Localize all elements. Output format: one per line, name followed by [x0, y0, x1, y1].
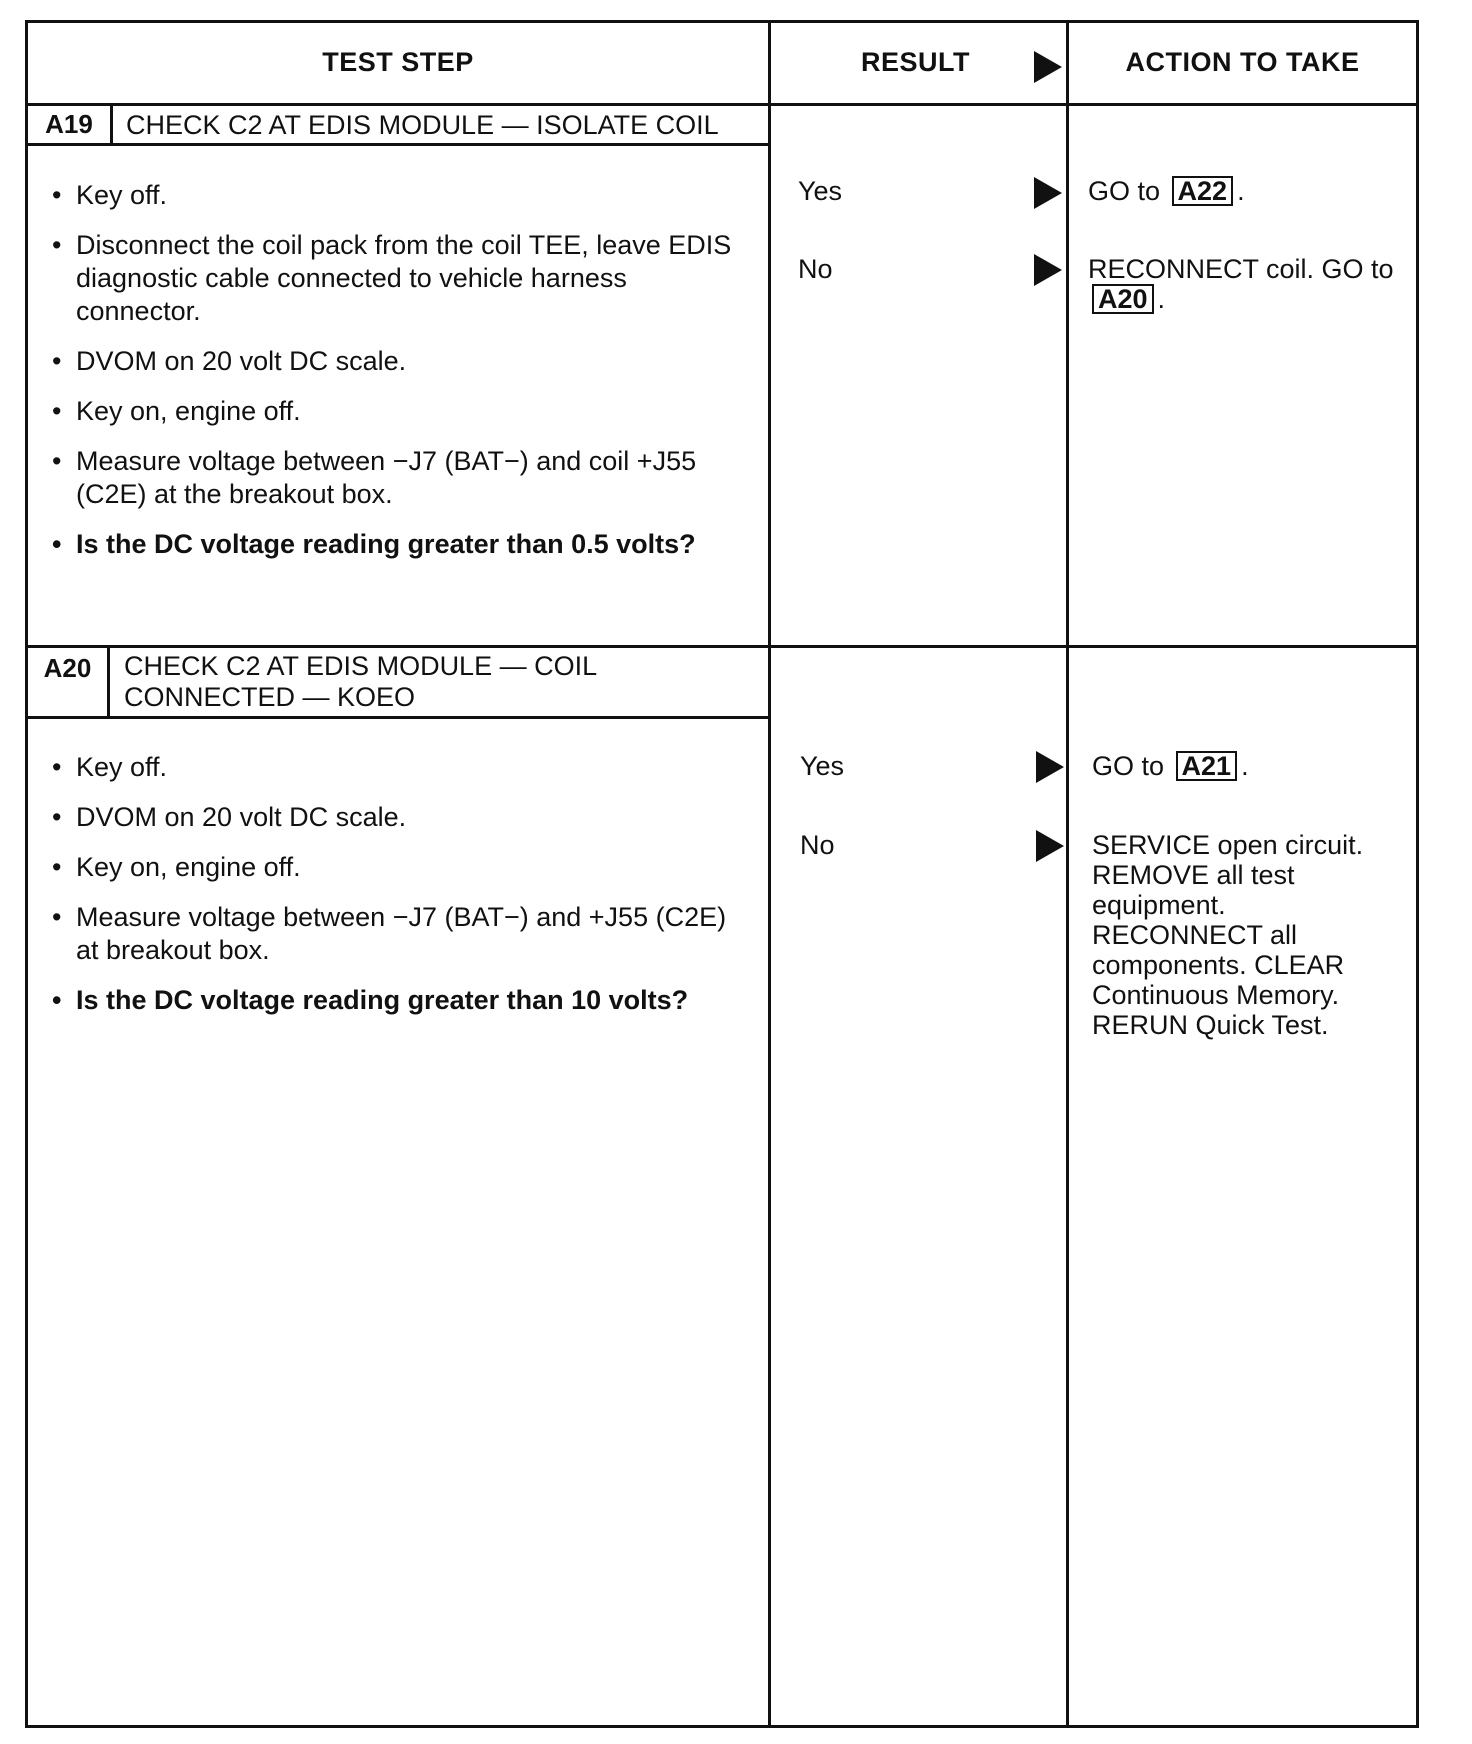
step-a19-result-no: No: [798, 254, 833, 284]
step-a19-action-no: [1088, 254, 1398, 314]
step-a20-action-yes: [1092, 751, 1392, 781]
list-item: • Key on, engine off.: [50, 395, 740, 428]
list-item-question: • Is the DC voltage reading greater than 10 volts?: [50, 984, 740, 1017]
column-divider-result-action: [1066, 20, 1069, 1728]
action-text: RECONNECT coil. GO to: [1088, 254, 1394, 284]
step-reference-link[interactable]: A22: [1172, 176, 1234, 206]
list-item-question: • Is the DC voltage reading greater than 0.5 volts?: [50, 528, 740, 561]
step-a20-title: [124, 651, 764, 713]
list-item: • Measure voltage between −J7 (BAT−) and +J55 (C2E) at breakout box.: [50, 901, 740, 967]
step-a19-id: A19: [45, 109, 93, 139]
step-reference-link[interactable]: A21: [1176, 751, 1238, 781]
header-arrow-icon: [1034, 51, 1062, 83]
column-divider-test-result: [768, 20, 771, 1728]
step-a19-yes-arrow-icon: [1034, 177, 1062, 209]
step-a20-no-arrow-icon: [1036, 830, 1064, 862]
step-divider: [25, 645, 1419, 648]
step-a20-title-line1: CHECK C2 AT EDIS MODULE — COIL: [124, 651, 598, 681]
step-a19-bullet-list: [50, 179, 740, 578]
action-text-end: .: [1241, 751, 1249, 781]
action-text: GO to: [1088, 176, 1161, 206]
step-a20-title-line2: CONNECTED — KOEO: [124, 682, 416, 712]
step-a19-result-yes: Yes: [798, 176, 843, 206]
header-test-step: TEST STEP: [322, 46, 474, 77]
step-a19-action-yes: [1088, 176, 1388, 206]
step-a20-result-no: No: [800, 830, 835, 860]
header-action: ACTION TO TAKE: [1125, 46, 1360, 77]
list-item: • DVOM on 20 volt DC scale.: [50, 801, 740, 834]
list-item: • Disconnect the coil pack from the coil TEE, leave EDIS diagnostic cable connected to vehicle harness connector.: [50, 229, 740, 328]
step-a19-title-divider: [25, 143, 771, 146]
action-text-end: .: [1157, 284, 1166, 314]
action-text-end: .: [1237, 176, 1245, 206]
step-a20-bullet-list: [50, 751, 740, 1034]
list-item: • Key off.: [50, 179, 740, 212]
step-a20-id-divider: [107, 645, 110, 718]
list-item: • Key off.: [50, 751, 740, 784]
step-a19-title: CHECK C2 AT EDIS MODULE — ISOLATE COIL: [126, 110, 719, 140]
step-a20-id: A20: [43, 652, 92, 683]
list-item: • Measure voltage between −J7 (BAT−) and coil +J55 (C2E) at the breakout box.: [50, 445, 740, 511]
list-item: • Key on, engine off.: [50, 851, 740, 884]
step-a19-no-arrow-icon: [1034, 254, 1062, 286]
step-a20-result-yes: Yes: [800, 751, 845, 781]
header-result: RESULT: [861, 46, 970, 77]
step-a20-action-no: SERVICE open circuit. REMOVE all test equipment. RECONNECT all components. CLEAR Continuous Memory. RERUN Quick Test.: [1092, 830, 1364, 1040]
step-a19-id-divider: [110, 103, 113, 145]
action-text: GO to: [1092, 751, 1165, 781]
step-a20-yes-arrow-icon: [1036, 751, 1064, 783]
step-reference-link[interactable]: A20: [1092, 284, 1154, 314]
list-item: • DVOM on 20 volt DC scale.: [50, 345, 740, 378]
step-a20-title-divider: [25, 716, 771, 719]
